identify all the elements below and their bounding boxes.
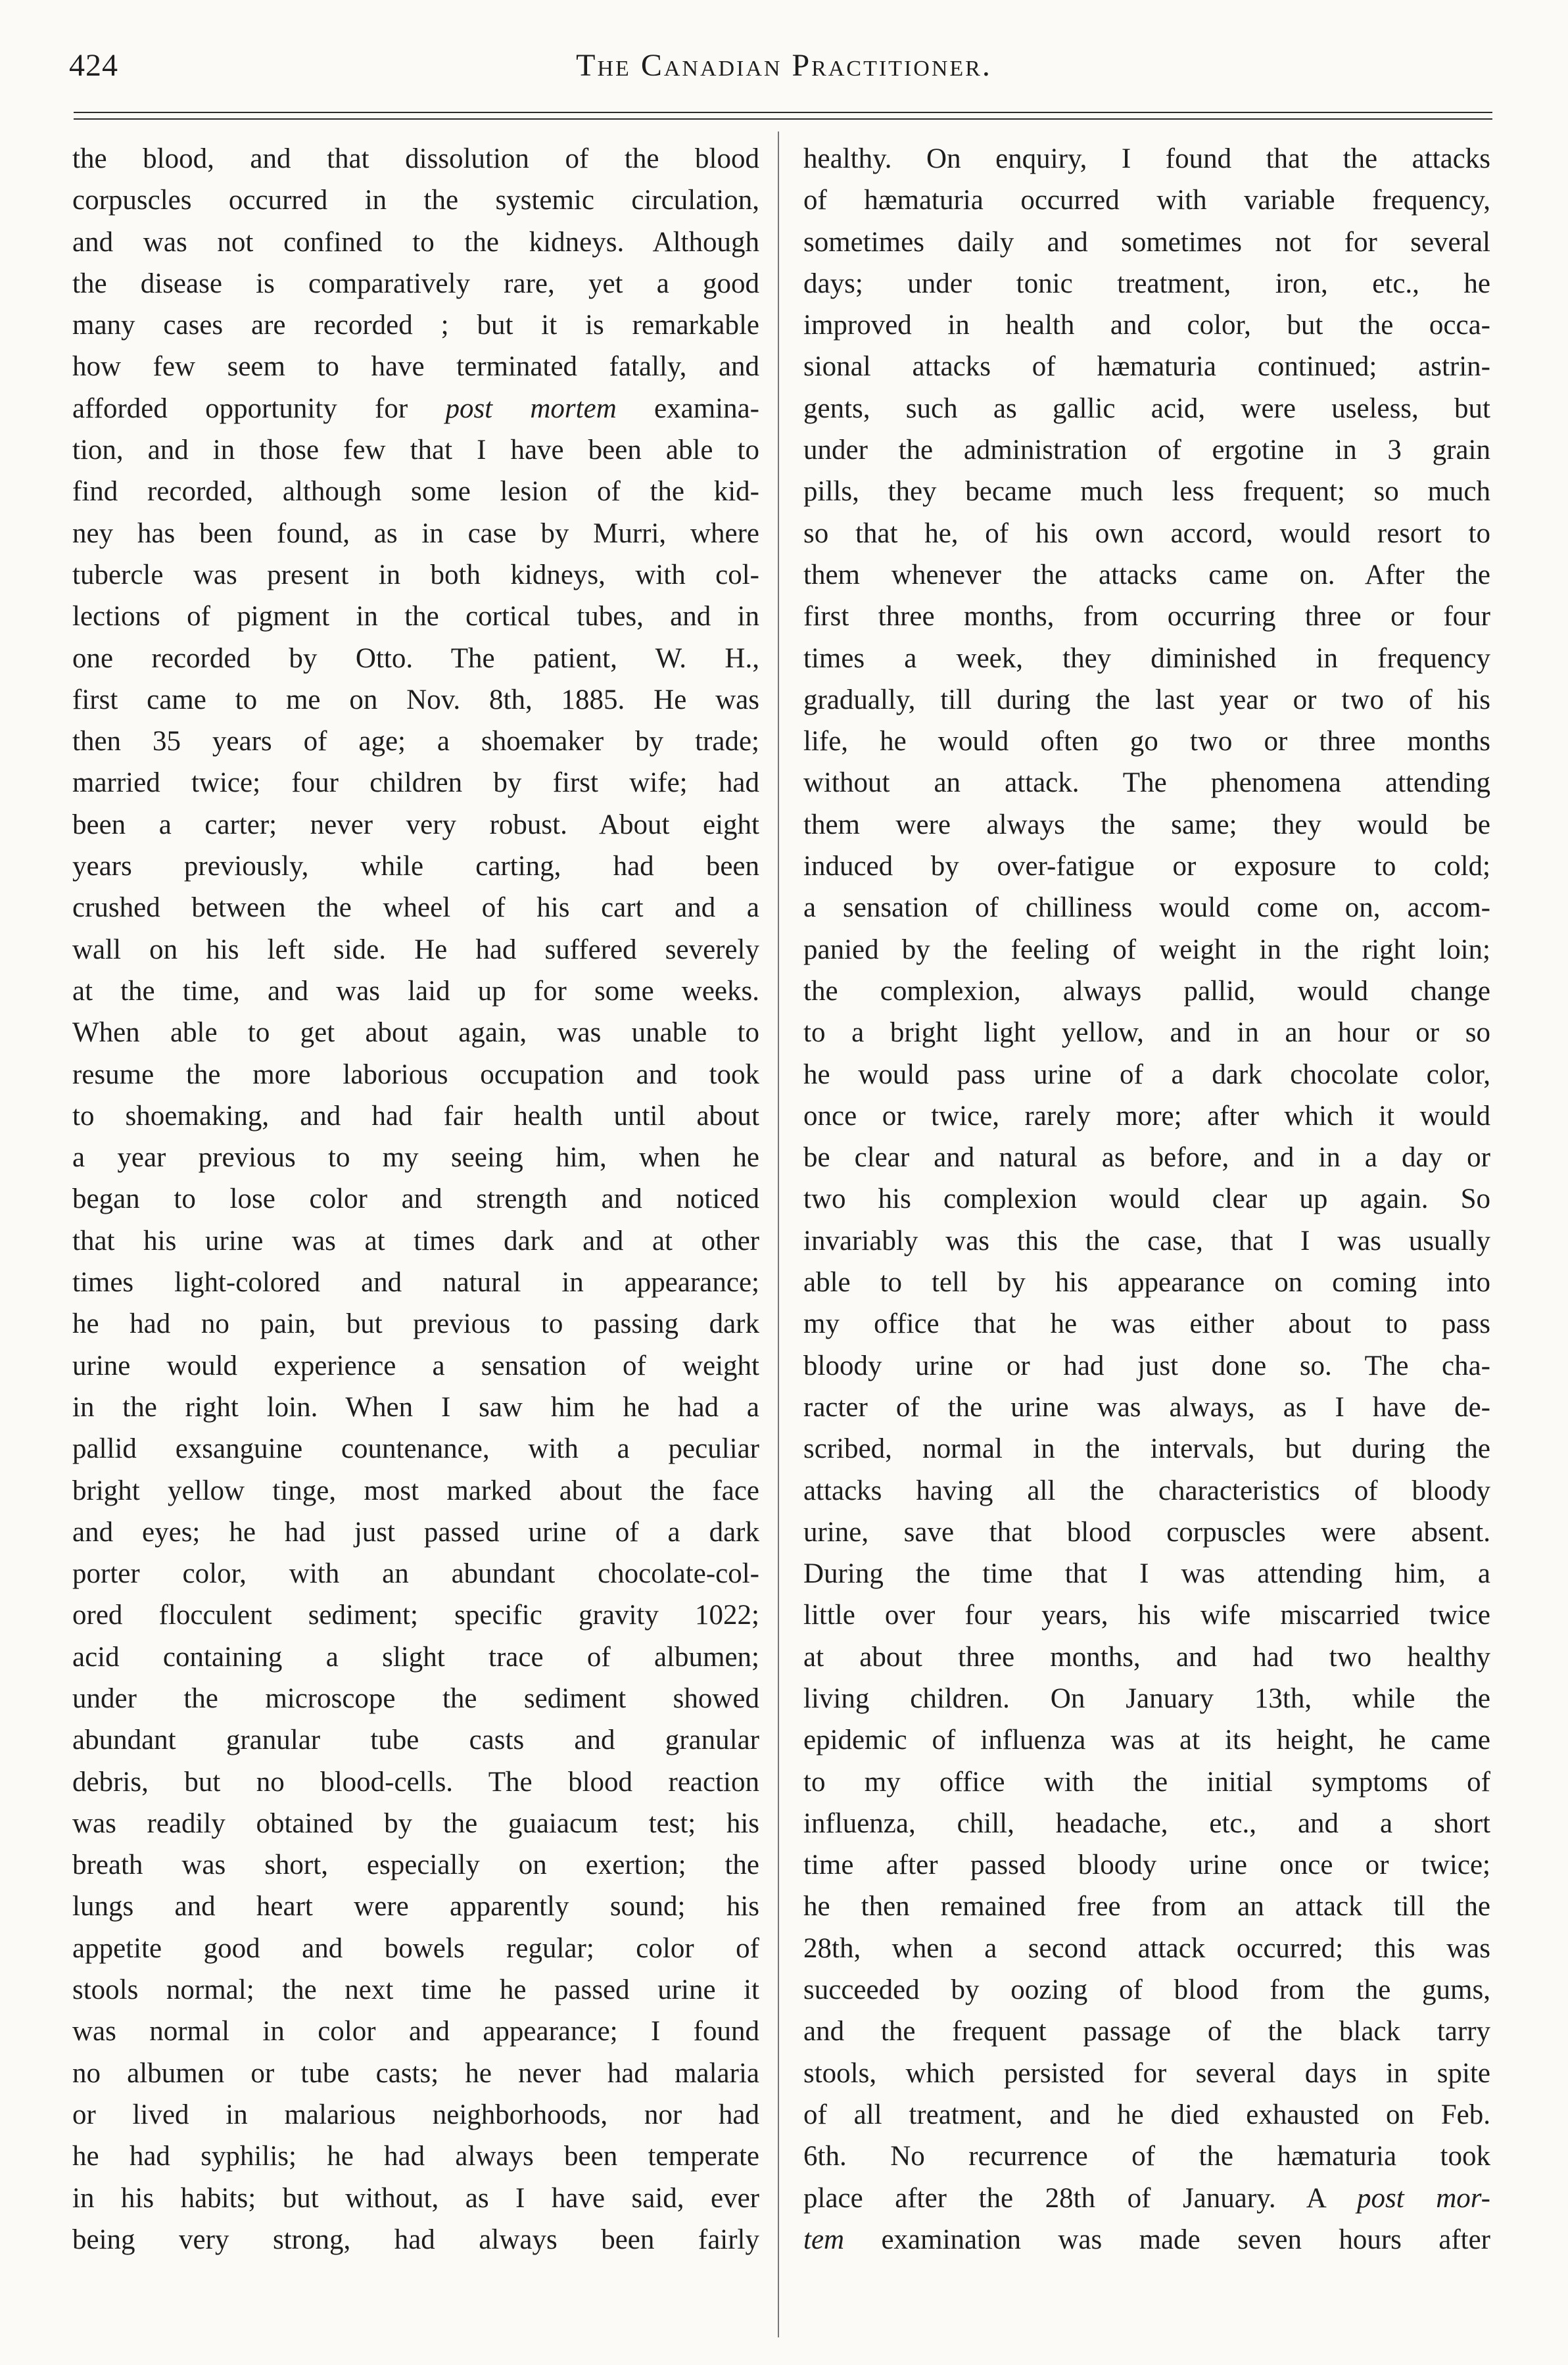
text-line: being very strong, had always been fairly: [72, 2224, 759, 2255]
text-line: to shoemaking, and had fair health until about: [72, 1100, 759, 1132]
text-line: ney has been found, as in case by Murri, where: [72, 517, 759, 549]
text-line: was readily obtained by the guaiacum test; his: [72, 1807, 759, 1839]
text-line: no albumen or tube casts; he never had malaria: [72, 2057, 759, 2089]
text-line: able to tell by his appearance on coming into: [803, 1267, 1490, 1299]
text-line: first came to me on Nov. 8th, 1885. He was: [72, 684, 759, 715]
text-line: my office that he was either about to pass: [803, 1308, 1490, 1340]
text-line: stools, which persisted for several days in spite: [803, 2057, 1490, 2089]
text-line: a sensation of chilliness would come on, accom-: [803, 892, 1490, 924]
text-line: gradually, till during the last year or two of his: [803, 684, 1490, 715]
text-line: them were always the same; they would be: [803, 809, 1490, 840]
text-line: resume the more laborious occupation and took: [72, 1059, 759, 1090]
text-line: breath was short, especially on exertion; the: [72, 1850, 759, 1881]
text-line: first three months, from occurring three or four: [803, 601, 1490, 633]
text-line: of all treatment, and he died exhausted on Feb.: [803, 2099, 1490, 2130]
text-line: pallid exsanguine countenance, with a peculiar: [72, 1433, 759, 1465]
text-line: lections of pigment in the cortical tubes, and in: [72, 601, 759, 633]
text-line: bright yellow tinge, most marked about the face: [72, 1475, 759, 1506]
text-line: 6th. No recurrence of the hæmaturia took: [803, 2141, 1490, 2172]
text-line: days; under tonic treatment, iron, etc., he: [803, 268, 1490, 299]
text-line: 28th, when a second attack occurred; this was: [803, 1932, 1490, 1964]
text-line: time after passed bloody urine once or twice;: [803, 1850, 1490, 1881]
text-line: be clear and natural as before, and in a day or: [803, 1142, 1490, 1174]
text-line: life, he would often go two or three months: [803, 726, 1490, 757]
text-line: began to lose color and strength and noticed: [72, 1183, 759, 1215]
text-line: or lived in malarious neighborhoods, nor had: [72, 2099, 759, 2130]
text-line: without an attack. The phenomena attending: [803, 767, 1490, 799]
text-line: the blood, and that dissolution of the blood: [72, 143, 759, 174]
left-column: [72, 138, 759, 2260]
text-line: he had no pain, but previous to passing dark: [72, 1308, 759, 1340]
text-line: debris, but no blood-cells. The blood reaction: [72, 1766, 759, 1798]
text-line: two his complexion would clear up again. So: [803, 1183, 1490, 1215]
text-line: place after the 28th of January. A post mor-: [803, 2182, 1490, 2214]
text-line: he then remained free from an attack till the: [803, 1891, 1490, 1923]
text-line: improved in health and color, but the occa-: [803, 310, 1490, 341]
text-line: tubercle was present in both kidneys, with col-: [72, 559, 759, 590]
text-line: under the administration of ergotine in 3 grain: [803, 435, 1490, 466]
text-line: wall on his left side. He had suffered severely: [72, 934, 759, 965]
page-number: 424: [69, 48, 118, 83]
text-line: corpuscles occurred in the systemic circulation,: [72, 185, 759, 216]
text-line: years previously, while carting, had been: [72, 851, 759, 882]
text-line: appetite good and bowels regular; color of: [72, 1932, 759, 1964]
text-line: at about three months, and had two healthy: [803, 1641, 1490, 1673]
text-line: to my office with the initial symptoms of: [803, 1766, 1490, 1798]
text-line: During the time that I was attending him, a: [803, 1558, 1490, 1590]
text-line: abundant granular tube casts and granular: [72, 1725, 759, 1756]
journal-title: The Canadian Practitioner.: [576, 48, 992, 83]
text-line: times a week, they diminished in frequency: [803, 642, 1490, 674]
header-rule-top: [74, 112, 1492, 113]
text-line: once or twice, rarely more; after which it would: [803, 1100, 1490, 1132]
text-line: invariably was this the case, that I was usually: [803, 1225, 1490, 1256]
text-line: racter of the urine was always, as I have de-: [803, 1391, 1490, 1423]
text-line: sometimes daily and sometimes not for several: [803, 226, 1490, 258]
text-line: a year previous to my seeing him, when he: [72, 1142, 759, 1174]
text-line: how few seem to have terminated fatally, and: [72, 351, 759, 383]
right-column: [803, 138, 1490, 2260]
text-line: been a carter; never very robust. About eight: [72, 809, 759, 840]
text-line: in the right loin. When I saw him he had a: [72, 1391, 759, 1423]
header-rule-bottom: [74, 118, 1492, 120]
text-line: induced by over-fatigue or exposure to cold;: [803, 851, 1490, 882]
text-line: then 35 years of age; a shoemaker by trade;: [72, 726, 759, 757]
text-line: little over four years, his wife miscarried twice: [803, 1600, 1490, 1631]
text-line: he would pass urine of a dark chocolate color,: [803, 1059, 1490, 1090]
text-line: lungs and heart were apparently sound; his: [72, 1891, 759, 1923]
text-line: crushed between the wheel of his cart and a: [72, 892, 759, 924]
text-line: ored flocculent sediment; specific gravity 1022;: [72, 1600, 759, 1631]
text-line: healthy. On enquiry, I found that the attacks: [803, 143, 1490, 174]
text-line: sional attacks of hæmaturia continued; astrin-: [803, 351, 1490, 383]
text-line: pills, they became much less frequent; so much: [803, 476, 1490, 508]
text-line: was normal in color and appearance; I found: [72, 2016, 759, 2047]
text-line: find recorded, although some lesion of the kid-: [72, 476, 759, 508]
text-line: living children. On January 13th, while the: [803, 1683, 1490, 1714]
text-line: many cases are recorded ; but it is remarkable: [72, 310, 759, 341]
text-line: panied by the feeling of weight in the right loin;: [803, 934, 1490, 965]
text-line: attacks having all the characteristics of bloody: [803, 1475, 1490, 1506]
text-line: tem examination was made seven hours after: [803, 2224, 1490, 2255]
text-line: married twice; four children by first wife; had: [72, 767, 759, 799]
text-line: urine would experience a sensation of weight: [72, 1350, 759, 1381]
text-line: scribed, normal in the intervals, but during the: [803, 1433, 1490, 1465]
page-header: [69, 47, 1499, 107]
text-line: porter color, with an abundant chocolate-col-: [72, 1558, 759, 1590]
text-line: times light-colored and natural in appearance;: [72, 1267, 759, 1299]
text-line: and was not confined to the kidneys. Although: [72, 226, 759, 258]
text-line: epidemic of influenza was at its height, he came: [803, 1725, 1490, 1756]
text-line: stools normal; the next time he passed urine it: [72, 1974, 759, 2006]
text-line: and eyes; he had just passed urine of a dark: [72, 1516, 759, 1548]
text-line: at the time, and was laid up for some weeks.: [72, 975, 759, 1007]
text-line: succeeded by oozing of blood from the gums,: [803, 1974, 1490, 2006]
text-line: and the frequent passage of the black tarry: [803, 2016, 1490, 2047]
text-line: he had syphilis; he had always been temperate: [72, 2141, 759, 2172]
text-line: urine, save that blood corpuscles were absent.: [803, 1516, 1490, 1548]
text-line: afforded opportunity for post mortem examina-: [72, 393, 759, 424]
text-line: in his habits; but without, as I have said, ever: [72, 2182, 759, 2214]
text-line: the disease is comparatively rare, yet a good: [72, 268, 759, 299]
text-line: one recorded by Otto. The patient, W. H.,: [72, 642, 759, 674]
text-line: to a bright light yellow, and in an hour or so: [803, 1017, 1490, 1049]
column-divider: [778, 131, 779, 2337]
text-line: bloody urine or had just done so. The cha-: [803, 1350, 1490, 1381]
text-line: the complexion, always pallid, would change: [803, 975, 1490, 1007]
text-line: tion, and in those few that I have been able to: [72, 435, 759, 466]
text-line: influenza, chill, headache, etc., and a short: [803, 1807, 1490, 1839]
text-line: of hæmaturia occurred with variable frequency,: [803, 185, 1490, 216]
text-line: acid containing a slight trace of albumen;: [72, 1641, 759, 1673]
text-line: so that he, of his own accord, would resort to: [803, 517, 1490, 549]
text-line: When able to get about again, was unable to: [72, 1017, 759, 1049]
text-line: that his urine was at times dark and at other: [72, 1225, 759, 1256]
text-line: under the microscope the sediment showed: [72, 1683, 759, 1714]
text-line: gents, such as gallic acid, were useless, but: [803, 393, 1490, 424]
text-line: them whenever the attacks came on. After the: [803, 559, 1490, 590]
